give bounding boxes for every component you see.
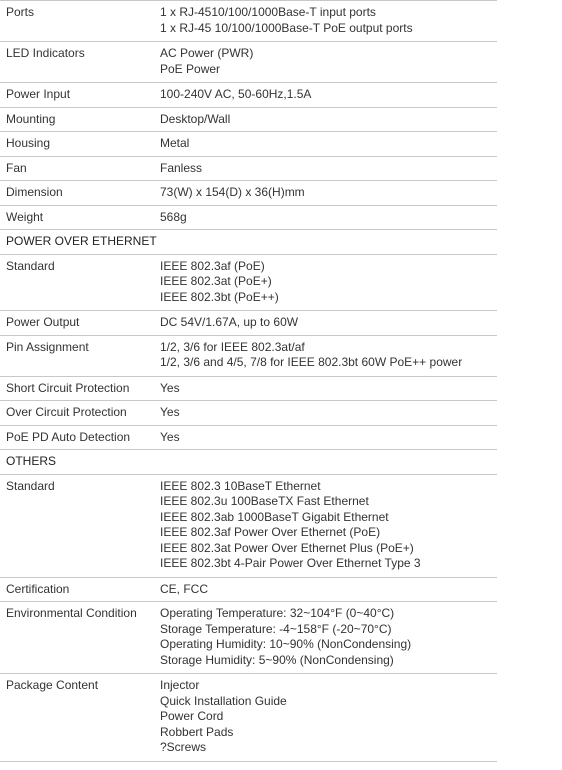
- spec-value-line: 1 x RJ-4510/100/1000Base-T input ports: [160, 5, 376, 19]
- spec-value-line: Fanless: [160, 160, 203, 175]
- spec-value-line: IEEE 802.3bt 4-Pair Power Over Ethernet Type 3: [160, 556, 421, 570]
- spec-label: [0, 606, 153, 668]
- spec-row: [0, 673, 497, 762]
- spec-label: [0, 479, 153, 572]
- spec-value-line: IEEE 802.3 10BaseT Ethernet: [160, 478, 321, 493]
- spec-value: [153, 582, 497, 598]
- section-heading-text: OTHERS: [6, 454, 57, 468]
- spec-value: [153, 606, 497, 668]
- spec-value-line: 73(W) x 154(D) x 36(H)mm: [160, 185, 305, 199]
- spec-label-text: Environmental Condition: [6, 606, 137, 620]
- spec-value-line: IEEE 802.3u 100BaseTX Fast Ethernet: [160, 494, 369, 508]
- spec-label-text: Certification: [6, 581, 70, 596]
- spec-label: [0, 136, 153, 152]
- spec-label-text: Package Content: [6, 678, 99, 692]
- spec-row: [0, 376, 497, 401]
- spec-label-text: Short Circuit Protection: [6, 380, 130, 395]
- spec-value-line: Yes: [160, 429, 180, 444]
- spec-value-line: 100-240V AC, 50-60Hz,1.5A: [160, 87, 312, 101]
- spec-row: [0, 107, 497, 132]
- spec-label: [0, 381, 153, 397]
- spec-value-line: ?Screws: [160, 740, 207, 754]
- spec-label: [0, 678, 153, 756]
- spec-label: [0, 582, 153, 598]
- spec-value-line: IEEE 802.3at (PoE+): [160, 274, 272, 288]
- section-heading-text: POWER OVER ETHERNET: [6, 234, 157, 248]
- spec-label-text: Dimension: [6, 185, 63, 199]
- spec-value-line: Quick Installation Guide: [160, 693, 287, 708]
- spec-value: [153, 87, 497, 103]
- spec-value-line: Desktop/Wall: [160, 111, 231, 126]
- spec-value-line: 1/2, 3/6 and 4/5, 7/8 for IEEE 802.3bt 60W PoE++ power: [160, 355, 463, 369]
- spec-label-text: Fan: [6, 160, 27, 175]
- spec-row: [0, 156, 497, 181]
- spec-label: [0, 46, 153, 77]
- spec-value-line: 1/2, 3/6 for IEEE 802.3at/af: [160, 339, 305, 354]
- spec-row: [0, 474, 497, 577]
- spec-value: [153, 5, 497, 36]
- spec-label: [0, 185, 153, 201]
- spec-value: [153, 259, 497, 306]
- spec-row: [0, 601, 497, 673]
- spec-value: [153, 161, 497, 177]
- spec-value-line: 1 x RJ-45 10/100/1000Base-T PoE output ports: [160, 20, 413, 35]
- spec-value-line: Storage Humidity: 5~90% (NonCondensing): [160, 652, 394, 667]
- spec-value-line: 568g: [160, 209, 187, 224]
- spec-value: [153, 46, 497, 77]
- spec-value: [153, 185, 497, 201]
- spec-label-text: Power Output: [6, 315, 80, 329]
- spec-value-line: IEEE 802.3bt (PoE++): [160, 289, 279, 304]
- spec-value-line: AC Power (PWR): [160, 46, 254, 60]
- spec-label: [0, 259, 153, 306]
- spec-value: [153, 315, 497, 331]
- spec-value: [153, 136, 497, 152]
- spec-label-text: Mounting: [6, 111, 56, 126]
- spec-value: [153, 340, 497, 371]
- spec-label-text: Standard: [6, 478, 55, 493]
- spec-value: [153, 678, 497, 756]
- spec-label: [0, 161, 153, 177]
- spec-value-line: DC 54V/1.67A, up to 60W: [160, 315, 299, 329]
- spec-label-text: Power Input: [6, 87, 71, 101]
- spec-row: [0, 41, 497, 82]
- spec-value-line: Metal: [160, 136, 190, 150]
- spec-value-line: Yes: [160, 405, 180, 419]
- spec-label-text: Weight: [6, 209, 44, 224]
- spec-row: [0, 131, 497, 156]
- spec-value: [153, 430, 497, 446]
- spec-label: [0, 87, 153, 103]
- spec-label: [0, 210, 153, 226]
- spec-value-line: Injector: [160, 678, 200, 692]
- spec-row: [0, 310, 497, 335]
- spec-value: [153, 381, 497, 397]
- spec-label: [0, 315, 153, 331]
- spec-label: [0, 340, 153, 371]
- spec-label: [0, 430, 153, 446]
- spec-value-line: IEEE 802.3af Power Over Ethernet (PoE): [160, 525, 381, 539]
- spec-value: [153, 479, 497, 572]
- spec-label-text: Standard: [6, 258, 55, 273]
- spec-value-line: IEEE 802.3at Power Over Ethernet Plus (PoE+): [160, 540, 414, 555]
- spec-row: [0, 577, 497, 602]
- spec-label-text: PoE PD Auto Detection: [6, 429, 131, 444]
- spec-label-text: Over Circuit Protection: [6, 405, 127, 419]
- spec-row: [0, 425, 497, 450]
- spec-row: [0, 400, 497, 425]
- spec-row: [0, 335, 497, 376]
- spec-value-line: IEEE 802.3ab 1000BaseT Gigabit Ethernet: [160, 509, 389, 524]
- spec-value: [153, 405, 497, 421]
- spec-value: [153, 112, 497, 128]
- spec-value-line: Robbert Pads: [160, 724, 234, 739]
- spec-label-text: Pin Assignment: [6, 339, 89, 354]
- spec-label: [0, 5, 153, 36]
- spec-value-line: Operating Temperature: 32~104°F (0~40°C): [160, 606, 395, 620]
- spec-label-text: LED Indicators: [6, 46, 85, 60]
- spec-value-line: Yes: [160, 380, 180, 395]
- spec-value-line: Power Cord: [160, 709, 224, 723]
- spec-value-line: Storage Temperature: -4~158°F (-20~70°C): [160, 621, 392, 636]
- spec-label-text: Ports: [6, 5, 35, 19]
- section-heading: [0, 449, 497, 474]
- spec-label-text: Housing: [6, 136, 51, 150]
- section-heading: [0, 229, 497, 254]
- spec-row: [0, 0, 497, 41]
- spec-row: [0, 205, 497, 230]
- spec-label: [0, 405, 153, 421]
- spec-value-line: IEEE 802.3af (PoE): [160, 258, 265, 273]
- spec-value-line: CE, FCC: [160, 581, 208, 596]
- spec-row: [0, 180, 497, 205]
- spec-value-line: Operating Humidity: 10~90% (NonCondensing): [160, 637, 412, 651]
- spec-row: [0, 254, 497, 311]
- spec-value-line: PoE Power: [160, 61, 221, 76]
- spec-value: [153, 210, 497, 226]
- spec-row: [0, 82, 497, 107]
- spec-label: [0, 112, 153, 128]
